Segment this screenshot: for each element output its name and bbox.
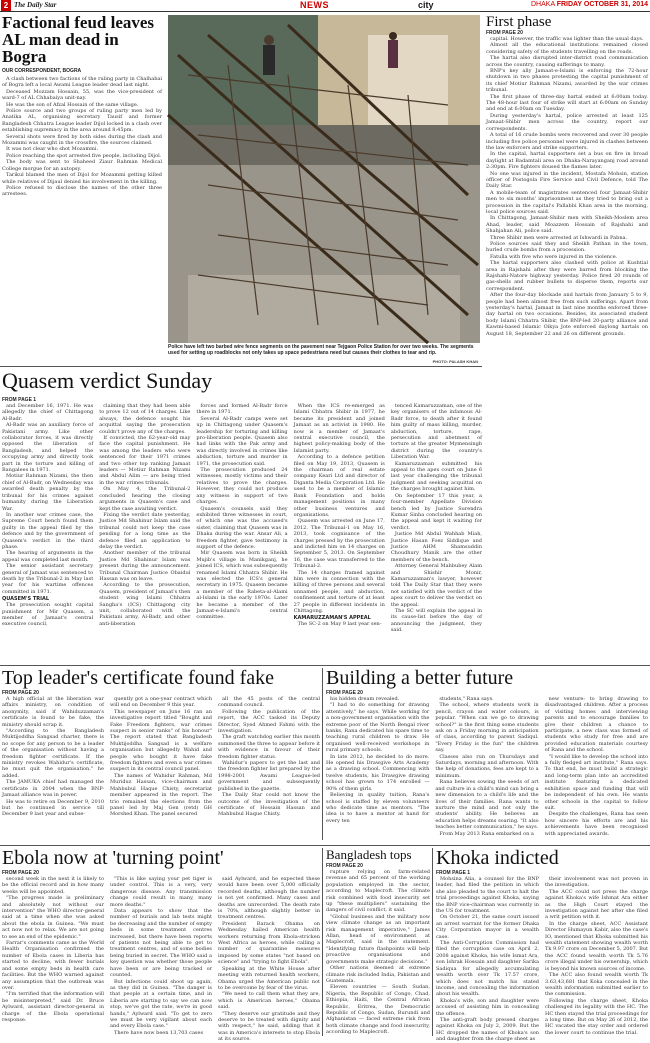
building-col-3 [545, 696, 648, 846]
paragraph: The body was sent to Shaheed Ziaur Rahman Medical College morgue for an autopsy. [2, 159, 162, 172]
label-bangladesh-tops: FROM PAGE 20 [326, 863, 363, 869]
paragraph: According to the prosecution, Quasem, president of Jamaat's then student wing Islami Chhatra Sangha's (ICS) Chittagong city unit, collaborated with the Pakistani army, Al-Badr, and other anti-liberation [99, 582, 191, 627]
paragraph: "I would like to develop the school into a fully fledged art institute," Rana says. To that end, he must build a strategic and long-term plan into an accredited institute featuring a dedicated exhibition space and funding that will be independent of his own. He wants other schools in the capital to follow suit. [544, 753, 648, 811]
paragraph: There have now been 13,703 cases [114, 1029, 204, 1036]
paragraph: Tarikul blamed the men of Dijol for Mozammi getting killed while relatives of Dijaul denied his involvement in the killing. [2, 172, 162, 185]
paragraph: A clash between two factions of the ruling party in Chalhabai of Bogra left a local Awami League leader dead last night. [2, 76, 162, 89]
paragraph: Deceased Mozzam Hossain, 55, was the vice-president of ward-7 of AL Chhabaiya unit-nay. [2, 88, 162, 102]
headline-quasem[interactable]: Quasem verdict Sunday [2, 368, 213, 393]
label-building: FROM PAGE 20 [326, 690, 363, 696]
headline-khoka[interactable]: Khoka indicted [436, 847, 559, 869]
paragraph: Justice Md Abdul Wahhab Miah, Justice Hasan Foez Siddique and Justice AHM Shamsuddin Choudhury Manik are the other members of the bench. [390, 531, 483, 563]
paragraph: "According to the Bangladesh Muktijoddha Sangsad charter, there is no scope for any person to be a leader of the organisation without having a freedom fighter certificate. If the ministry revokes Wahidur's certificate, he must quit the organisation," he added. [2, 728, 104, 779]
label-ebola: FROM PAGE 20 [2, 870, 39, 876]
paragraph: quently got a one-year contract which will end on December 9 this year. [110, 696, 212, 709]
ebola-col-3 [218, 876, 320, 1043]
paragraph: A high official at the liberation war affairs ministry, on condition of anonymity, said if Wahiduzzaman's certificate is found to be fake, the ministry should scrap it. [2, 696, 104, 728]
paragraph: students," Rana says. [439, 696, 494, 702]
paragraph: The anti-graft body pressed charges against Khoka on July 2, 2009. But the HC dropped the names of Khoka's son and daughter from the charge sheet as [436, 1016, 539, 1043]
headline-certificate[interactable]: Top leader's certificate found fake [2, 667, 275, 689]
paragraph: During yesterday's hartal, police arrested at least 125 Jamaat-Shibir men across the country, report our correspondents. [486, 112, 648, 132]
section-label: NEWS [300, 0, 329, 10]
story-building [326, 668, 648, 843]
headline-bogra[interactable]: Factional feud leaves AL man dead in Bogra [2, 13, 155, 66]
paragraph: Khoka's wife, son and daughter were accused of assisting him in concealing the offence. [436, 997, 539, 1017]
byline-bogra: OUR CORRESPONDENT, BOGRA [2, 68, 82, 74]
paragraph: Following the charge sheet, Khoka challenged its legality with the HC. The HC then stayed the trial proceedings for a long time. But on May 26 of 2012, the HC vacated the stay order and ordered the lower court to continue the trial. [545, 997, 648, 1036]
story-bangladesh-tops [326, 848, 430, 1036]
paragraph: rupture relying on farm-related revenue and 65 percent of the working population employed in the sector, according to Maplecroft. The climate risk combined with food insecurity set up "these multipliers" sustaining the dangers of civil conflict, it said. [326, 869, 430, 914]
paragraph: claiming that they had been able to prove 12 out of 14 charges. Like always, the defence sought his acquittal saying the prosecution couldn't prove any of the charges. [99, 403, 191, 435]
label-first-phase: FROM PAGE 20 [486, 30, 523, 36]
paragraph: "Global business and the military now view climate change as an important risk management imperative," James Allan, head of environment at Maplecroft, said in the statement. "Identifying future flashpoints will help proactive organisations and governments make strategic decisions." [326, 913, 430, 965]
paragraph: The SC-2 on May 9 last year sen- [297, 621, 382, 628]
story-first-phase [486, 14, 648, 666]
paragraph: When the ICS re-emerged as Islami Chhatra Shibir in 1977, he became its president and joined Jamaat as an activist in 1980. He now is a member of Jamaat's central executive council, the highest policy-making body of the Islamist party. [293, 403, 385, 454]
subhead: KAMARUZZAMAN'S APPEAL [293, 615, 371, 622]
paragraph: The school, where students work in pencil, crayon and water colours, is popular. "When can we go to drawing school?" is the first thing some students ask on a Friday morning in anticipation of class, according to parent Sadiqul. "Every Friday is the fun" the children say. [435, 702, 539, 754]
story-certificate [2, 668, 320, 843]
paragraph: Quasem's counsels said they exhibited three witnesses in court, of which one was the accused's sister, claiming that Quasem was in Dhaka during the war. Ansar Ali, a freedom fighter, gave testimony in support of the defence. [196, 505, 288, 550]
body-bogra [2, 76, 162, 198]
ebola-col-2 [110, 876, 212, 1039]
paragraph: his hidden dream revealed. [330, 696, 400, 702]
paragraph: and December 16, 1971. He was allegedly the chief of Chittagong Al-Badr. [2, 403, 94, 422]
divider [432, 848, 433, 1036]
paragraph: Police sources said they and Sheikh Pathan in the town, hurled crude bombs from a procession. [486, 241, 648, 254]
headline-first-phase[interactable]: First phase [486, 14, 552, 30]
paragraph: The hearing of arguments in the appeal was completed last month. [2, 550, 94, 563]
paragraph: The Anti-Corruption Commission had filed the corruption case on April 2, 2008 against Khoka, his wife Ismat Ara, son Ishrak Hossain and daughter Sarika Sadiqua for allegedly accumulating wealth worth over Tk 17.57 crore, which does not match his stated income, and concealing the information about his wealth. [436, 940, 539, 998]
building-col-1 [326, 696, 429, 846]
paragraph: Despite the challenges, Rana has seen how sincere his efforts are and his achievements have been recognised with appreciated awards. [544, 811, 648, 837]
divider [322, 848, 323, 1036]
paragraph: "The progress made is preliminary and absolutely not without our intervention" the WHO director-general said at a time when she was asked about the ebola in Guinea. "We must act now not to relax. We are not going to see an end of the epidemic." [2, 895, 104, 940]
paragraph: their involvement was not proven in the investigation. [545, 876, 648, 889]
date-location: DHAKA [531, 1, 555, 8]
page-header [0, 0, 650, 12]
label-quasem: FROM PAGE 1 [2, 397, 37, 403]
story-khoka [436, 847, 648, 1043]
paragraph: Almost all the educational institutions remained closed considering safety of the students travelling on the roads. [486, 42, 648, 55]
headline-building[interactable]: Building a better future [326, 667, 514, 689]
paragraph: Three Shibir men were arrested at Ishwardi in Pabna. [490, 234, 628, 241]
paragraph: The prosecution sought capital punishment for Mir Quasem, a member of Jamaat's central executive council, [2, 602, 94, 628]
paragraph: President Barack Obama on Wednesday hailed American health workers returning from Ebola-stricken West Africa as heroes, while calling a number of quarantine measures imposed by some states "not based on science" and "trying to fight Ebola". [218, 920, 320, 966]
certificate-col-3 [218, 696, 320, 846]
paragraph: The hartal supporters also clashed with police at Kushtial area in Rajshahi after they were barred from blocking the Rajshahi-Natore highway yesterday. Police fired 20 rounds of gas-shells and rubber bullets to disperse them, reports our correspondent. [486, 260, 648, 292]
paragraph: Quasem was arrested on June 17, 2012. The Tribunal-1 on May 16, 2013, took cognisance of the charges pressed by the prosecution and indicted him on 14 charges on September 5, 2013. On September 16, the case was transferred to the Tribunal-2. [293, 518, 385, 570]
page-number: 2 [1, 0, 11, 11]
paragraph: Farrar's comments came as the World Health Organisation confirmed the number of Ebola cases in Liberia has started to decline, with fewer burials and some empty beds in health care facilities. But the WHO warned against any assumption that the outbreak was over. [2, 940, 104, 991]
paragraph: According to a defence petition filed on May 19, 2013, Quasem is the chairman of real estate company Keari Ltd and director of Diganta Media Corporation Ltd. He used to be a member of Islamic Bank Foundation and holds management positions in many other business ventures and organisations. [293, 454, 385, 518]
paragraph: The prosecution produced 24 witnesses, mostly victims and their relatives to prove the charges. However, they could not produce any witness in support of two charges. [196, 467, 288, 506]
paragraph: Fatulla with five who were injured in the violence. [490, 253, 618, 260]
paragraph: The graft watchdog earlier this month summoned the three to appear before it with evidence in favour of their freedom fighter status. [218, 734, 320, 760]
quasem-col-2 [99, 403, 190, 665]
paragraph: Classes also run on Thursdays and Saturdays, morning and afternoon. With the help of donations, fees are kept to a minimum. [435, 753, 539, 779]
story-ebola [2, 847, 320, 1043]
story-bogra [2, 14, 162, 346]
paragraph: Data appears to show that the number of burials and lab tests might be decreasing and the number of empty beds in some treatment centres increased, but there have been reports of patients not being able to get to treatment centres, and of some bodies being buried in secret. The WHO said a key question was whether those people have been or are being tracked or counted. [110, 908, 212, 979]
paragraph: Eleven countries — South Sudan, Nigeria, the Republic of Congo, Chad, Ethiopia, Haiti, the Central African Republic, Eritrea, the Democratic Republic of Congo, Sudan, Burundi and Afghanistan — faced extreme risk from both climate change and food insecurity, according to Maplecroft. [326, 984, 430, 1036]
date-value: FRIDAY OCTOBER 31, 2014 [556, 1, 648, 8]
paragraph: After the four-day blockade and hartals from January 5 to 9, people had been almost free from such sufferings. Apart from yesterday's hartal, Jamaat in last nine months enforced three-day hartal on two occasions. Besides, its associated student body Islami Chhatra Shibir, the BNP-led 20-party alliance and Kawmi-based Islamic Oikya Jote enforced daylong hartals on August 18, September 22 and 26 on different grounds. [486, 292, 648, 337]
paragraph: Rana believes sowing the seeds of art and culture in a child's mind can bring a new dimension to a child's life and the lives of their families. Rana wants to nurture the mind and not only the students' ability. He believes an education helps dreams soaring. "It also teaches better communication," he says. [435, 779, 539, 831]
paragraph: No one was injured in the incident, Mostafa Mohsin, station officer of Postogola Fire Service and Civil Defence, told The Daily Star. [486, 170, 648, 190]
date-line [531, 1, 648, 8]
body-first-phase [486, 36, 648, 337]
paragraph: all the 45 posts of the central command council. [218, 696, 320, 709]
paragraph: He was the son of Afzal Hossain of the same village. [6, 101, 139, 108]
paragraph: On September 17 this year, a four-member Appellate Division bench led by Justice Surendra Kumar Sinha concluded hearing on the appeal and kept it waiting for verdict. [390, 492, 483, 531]
paragraph: Wahidur's papers to get the last and the freedom fighter list prepared by the 1998-2001 Awami League-led government and subsequently published in the gazette. [218, 760, 320, 792]
paragraph: Several Al-Badr camps were set up in Chittagong under Quasem's leadership for torturing and killing pro-liberation people. Quasem also had links with the Pak army and was directly involved in crimes like abduction, torture and murder in 1971, the prosecution said. [196, 415, 288, 467]
building-col-2 [435, 696, 538, 846]
story-quasem [2, 370, 482, 665]
paragraph: Another member of the tribunal Justice Md Shahinur Islam was present during the announcement. Tribunal Chairman Justice Obaidul Hassan was on leave. [99, 550, 191, 582]
paragraph: Mohsina Alia, a counsel for the BNP leader, had filed the petition in which she also pleaded to the court to halt the trial proceedings against Khoka, saying the BNP vice-chairman was currently in the US for treatment. [436, 876, 539, 915]
headline-ebola[interactable]: Ebola now at 'turning point' [2, 847, 224, 869]
paragraph: In late 2012, he decided to do more. He opened his Drawgive Arts Academy as a drawing school. Commencing with twelve students, his Drawgive drawing school has grown to 174 enrolled — 90% of them girls. [326, 753, 430, 792]
paragraph: The ACC also found wealth worth Tk 3.63,43,681 that Koka concealed in the wealth information submitted earlier to the commission. [545, 972, 648, 998]
paragraph: Police refused to disclose the names of the other three arrestees. [2, 184, 162, 198]
paragraph: Attorney General Mahbubey Alam and Shishir Monir, Kamaruzzaman's lawyer, however told The Daily Star that they were not satisfied with the verdict of the apex court to deliver the verdict on the appeal. [390, 563, 483, 608]
paragraph: Other nations deemed at extreme climate risk included India, Pakistan and Guatemala. [326, 965, 430, 984]
paragraph: He was to retire on December 9, 2010 but he continued in service till December 9 last year and subse- [2, 798, 104, 818]
paragraph: Speaking at the White House after meeting with returned health workers, Obama urged the American public not to be overcome by fear of the virus. [218, 965, 320, 991]
paragraph: Believing in quality tuition, Rana's school is staffed by eleven volunteers who dedicate time as mentors. "The idea is to have a mentor at hand for every ten [326, 792, 430, 824]
label-khoka: FROM PAGE 1 [436, 870, 471, 876]
bangladesh-tops-body [326, 869, 430, 1036]
paragraph: The JAMUKA chief had managed the certificate in 2004 when the BNP-Jamaat alliance was in power. [2, 779, 104, 799]
divider [0, 845, 650, 846]
photo-credit: PHOTO: PALASH KHAN [432, 359, 478, 364]
paragraph: Several shots were fired by both sides during the clash and Mozammi was caught in the crossfire, the sources claimed. [2, 133, 162, 147]
paragraph: "They deserve our gratitude and they deserve to be treated with dignity and with respect," he said, adding that it was in America's interests to stop Ebola at its source. [218, 1010, 320, 1043]
khoka-col-2 [545, 876, 648, 1039]
paragraph: "This is like saying your pet tiger is under control. This is a very, very dangerous disease. Any transmission change could result in many, many more deaths." [110, 876, 212, 908]
paragraph: From May 2013 Rana embarked on a [439, 830, 534, 837]
paragraph: said Aylward, and he expected these would have been over 5,000 officially recorded deaths, although the number is not yet confirmed. Many cases and deaths are unrecorded. The death rate is 70%, although slightly better in treatment centres. [218, 876, 320, 921]
paragraph: On October 21, the same court issued an arrest warrant for the former Dhaka City Corporation mayor in a wealth case. [436, 914, 539, 940]
paragraph: On May 4, the Tribunal-2 concluded hearing the closing arguments in Quasem's case and kept the case awaiting verdict. [99, 486, 191, 512]
paragraph: Al-Badr was an auxiliary force of Pakistani army. Like other collaborator forces, it was directly opposed the liberation of Bangladesh, and helped the occupying army and directly took part in the torture and killing of Bangalees in 1971. [2, 422, 94, 474]
paragraph: In Chittagong, Jamaat-Shibir men with Sheikh-Moslem area Ahad, leader, said Moazzem Hossain of Rajshahi and Shahjahan Ali, police said. [486, 215, 648, 235]
ebola-col-1 [2, 876, 104, 1039]
paragraph: The SC will explain the appeal in its cause-list before the day of announcing the judgment, they said. [390, 608, 483, 634]
paragraph: A mobile-team of magistrates sentenced four Jamaat-Shibir men to six months' imprisonment as they tried to bring out a procession in the capital's Pallabbi Khan area in the morning, local police sources said. [486, 189, 648, 215]
paragraph: The senior assistant secretary general of Jamaat was sentenced to death by the Tribunal-2 in May last year for his wartime offences committed in 1971. [2, 563, 94, 595]
paragraph: second week in the next it is likely to be the official record and in how many weeks will be appointed. [2, 876, 104, 895]
paragraph: Following the publication of the report, the ACC tasked its Deputy Director, Syed Ahmed Fahmi with the investigation. [218, 708, 320, 735]
paragraph: This newspaper on June 16 ran an investigative report titled "Bought and Fake Freedom fighters, war crimes suspect in senior ranks" of his honour" The report stated that Bangladesh Muktijoddha Sangsad is a welfare organisation but allegedly Wahid and people who bought it have fake freedom fighters and even a war crimes suspect in its central council panel. [110, 708, 212, 773]
news-photo[interactable] [168, 15, 480, 343]
photo-image [168, 15, 480, 343]
paragraph: Mir Quasem was born in Sheikh Mujib's village in Manikganj, he joined ICS, which was subsequently renamed Islami Chhatra Shibir. He was elected the ICS's general secretary in 1975. Quasem became a member of the Rabeta-al-Alami al-Islami in the early 1970s. Later he became a member of the Jamaat-e-Islami's central committee. [196, 550, 288, 621]
quasem-col-5 [391, 403, 482, 665]
quasem-col-3 [196, 403, 287, 665]
paragraph: forces and formed Al-Badr force there in 1971. [196, 403, 288, 416]
paragraph: It was not clear who shot Mozammi. [6, 146, 99, 153]
divider [0, 366, 482, 367]
paragraph: In another war crimes case, the Supreme Court bench found them guilty in the appeal filed by the defence and by the government of Quasem's verdict in the third phase. [2, 511, 94, 550]
paragraph: The ACC could not press the charge against Khoka's wife Ishmat Ara either as the High Court stayed the investigation against her after she filed a writ petition with it. [545, 888, 648, 921]
divider [322, 668, 323, 840]
paragraph: new venture: to bring drawing to disadvantaged children. After a process of visiting homes and interviewing parents and to encourage families to give their children a chance to participate, a new class was formed of students who study for free and are provided education materials courtesy of Rana and the school. [544, 696, 648, 754]
paragraph: A total of 16 crude bombs were recovered and over 30 people including five police personnel were injured in clashes between the law enforcers and strike supporters. [486, 132, 648, 151]
certificate-col-2 [110, 696, 212, 846]
paragraph: The hartal also disrupted inter-district road communication across the country, causing sufferings to many. [486, 55, 648, 68]
paragraph: Police source and two groups of ruling party men led by Anatika AL, organising secretary Tausif and former Bangladesh Chhatra League leader Dijol locked in a clash over establishing supremacy in the area around 8:45pm. [2, 108, 162, 134]
paragraph: In the charge sheet, ACC Assistant Director Humayun Kabir, also the case's IO, mentioned that Khoka submitted his wealth statement showing wealth worth Tk 9.97 crore on December 5, 2007. But the ACC found wealth worth Tk 5.76 crore illegal under his ownership, which is beyond his known sources of income. [545, 920, 648, 972]
quasem-col-4 [294, 403, 385, 665]
paragraph: "I'm terrified that the information will be misinterpreted," said Dr. Bruce Aylward, assistant director-general in charge of the Ebola operational response. [2, 991, 104, 1023]
paragraph: BNP's key ally Jamaat-e-Islami is enforcing the 72-hour shutdown in two phases protesting the capital punishment of its chief Motiur Rahman Nizami, awarded by the war crimes tribunal. [486, 68, 648, 94]
paragraph: The Daily Star could not know the outcome of the investigation of the certificate of Hossain Hassan and Mahbubul Haque Chisty. [218, 792, 320, 818]
paragraph: If convicted, the 62-year-old may face the capital punishment. He was among the leaders who were sentenced for their 1971 crimes and two other top ranking Jamaat leaders — Motiur Rahman Nizami and Abdul Alim — are being tried in the war crimes tribunals. [99, 435, 191, 486]
subsection-label: city [418, 0, 434, 10]
paragraph: The 14 charges framed against him were in connection with the killing of three persons and several unnamed people, and abduction, confinement and torture of at least 27 people in different incidents in Chittagong. [293, 569, 385, 614]
divider [0, 665, 650, 666]
paragraph: Fixing the verdict date yesterday, Justice Md Shahinur Islam said the tribunal could not keep the case pending for a long time as the defence filed an application to delay the verdict. [99, 511, 191, 550]
paragraph: In the capital, hartal supporters set a bus on fire in broad daylight at Badamtali area on Dhaka-Narayanganj road around 2:30pm. Fire fighters doused the flames later. [486, 151, 648, 171]
photo-caption: Police have left two barbed wire fence segments on the pavement near Tejgaon Police Station for over two weeks. The segments used for setting up roadblocks not only takes up space pedestrians need but causes their clothes to tear and rip. [168, 344, 474, 356]
paragraph: Motiur Rahman Nizami, the then chief of Al-Badr, on Wednesday was awarded death penalty by the tribunal for his crimes against humanity during the Liberation War. [2, 473, 94, 512]
paragraph: But infections could shoot up again, as they did in Guinea. "The danger is that people at a certain time, and in Liberia are starting to say we can now stop, we've got the rate, we're in good hands," Aylward said. "To get to zero we must be very vigilant about each and every Ebola case." [110, 978, 212, 1030]
subhead: QUASEM'S TRIAL [2, 596, 50, 603]
quasem-col-1 [2, 403, 93, 665]
paragraph: The names of Wahidur Rahman, Md Muriduz Hassan, vice-chairman and Mahbubul Haque Chisty, secretariat member appeared in the report. The trio remained the elections from the panel led by Maj Gen (retd) GH Morshed Khan. The panel secured [110, 772, 212, 818]
paragraph: Police reaching the spot arrested five people, including Dijol. [6, 152, 162, 159]
paragraph: tenced Kamaruzzaman, one of the key organisers of the infamous Al-Badr force, to death after it found him guilty of mass killing, murder, abduction, torture, rape, persecution and abetment of torture at the greater Mymensingh district during the country's Liberation War. [390, 403, 483, 461]
paragraph: Kamaruzzaman submitted his appeal to the apex court on June 6 last year challenging the tribunal judgment and seeking acquittal on the charges brought against him. [390, 460, 483, 493]
paragraph: "I had to do something for drawing attentively," he says. While working for a non-government organisation with the extreme poor of the North Bengal river banks, Rana dedicated his spare time to teaching rural children to draw. He organised well-received workshops in rural primary schools. [326, 702, 430, 754]
label-certificate: FROM PAGE 20 [2, 690, 39, 696]
paragraph: capital. However, the traffic was lighter than the usual days. [490, 36, 644, 42]
khoka-col-1 [436, 876, 539, 1043]
headline-bangladesh-tops[interactable]: Bangladesh tops [326, 847, 412, 862]
certificate-col-1 [2, 696, 104, 846]
paragraph: The first phase of three-day hartal ended at 6:00am today. The 48-hour last four of strike will start at 6:00am on Sunday and end at 6:00am on Tuesday. [486, 93, 648, 113]
paragraph: "We need to call them what they are, which is American heroes," Obama said. [218, 991, 320, 1011]
masthead: The Daily Star [14, 1, 57, 9]
